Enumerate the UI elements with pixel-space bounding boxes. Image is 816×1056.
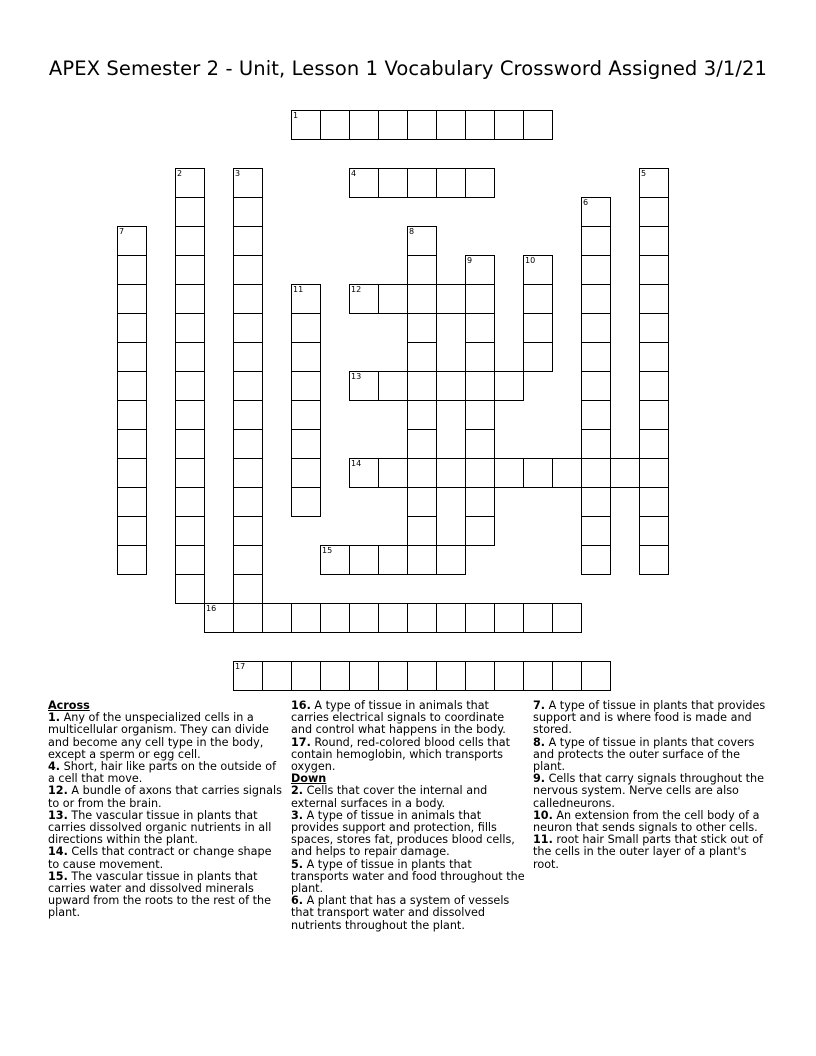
crossword-cell[interactable] [233, 516, 263, 546]
crossword-cell[interactable] [175, 342, 205, 372]
crossword-cell[interactable] [262, 661, 292, 691]
crossword-cell[interactable] [407, 342, 437, 372]
crossword-cell[interactable] [291, 110, 321, 140]
crossword-cell[interactable] [175, 371, 205, 401]
clue-item-text: A bundle of axons that carries signals to or from the brain. [48, 784, 282, 810]
clue-item [48, 810, 284, 847]
crossword-cell[interactable] [233, 603, 263, 633]
crossword-cell[interactable] [175, 197, 205, 227]
crossword-cell[interactable] [175, 284, 205, 314]
crossword-cell[interactable] [407, 226, 437, 256]
crossword-cell[interactable] [610, 458, 640, 488]
clues-column-3 [533, 700, 773, 871]
crossword-cell[interactable] [291, 400, 321, 430]
clue-number: 6 [583, 198, 589, 207]
crossword-cell[interactable] [465, 342, 495, 372]
crossword-cell[interactable] [436, 603, 466, 633]
crossword-cell[interactable] [378, 603, 408, 633]
crossword-cell[interactable] [291, 429, 321, 459]
crossword-cell[interactable] [349, 371, 379, 401]
clue-item-text: An extension from the cell body of a neuron that sends signals to other cells. [533, 808, 760, 835]
crossword-cell[interactable] [378, 110, 408, 140]
crossword-cell[interactable] [581, 255, 611, 285]
crossword-cell[interactable] [465, 458, 495, 488]
crossword-cell[interactable] [407, 313, 437, 343]
crossword-cell[interactable] [581, 661, 611, 691]
crossword-cell[interactable] [552, 458, 582, 488]
crossword-cell[interactable] [291, 284, 321, 314]
clue-item-number: 17. [291, 735, 311, 749]
crossword-cell[interactable] [233, 400, 263, 430]
crossword-cell[interactable] [407, 661, 437, 691]
crossword-cell[interactable] [175, 516, 205, 546]
crossword-cell[interactable] [639, 255, 669, 285]
crossword-cell[interactable] [639, 226, 669, 256]
crossword-cell[interactable] [407, 371, 437, 401]
crossword-cell[interactable] [639, 400, 669, 430]
crossword-cell[interactable] [233, 545, 263, 575]
clue-item-number: 16. [291, 699, 311, 712]
crossword-cell[interactable] [407, 255, 437, 285]
crossword-cell[interactable] [349, 545, 379, 575]
crossword-cell[interactable] [175, 168, 205, 198]
clue-item-number: 15. [48, 869, 68, 883]
crossword-cell[interactable] [320, 110, 350, 140]
crossword-cell[interactable] [175, 226, 205, 256]
crossword-cell[interactable] [175, 574, 205, 604]
crossword-cell[interactable] [581, 458, 611, 488]
crossword-cell[interactable] [320, 603, 350, 633]
clue-item-text: A type of tissue in plants that covers and protects the outer surface of the plant. [533, 735, 755, 774]
clue-item [533, 810, 773, 834]
clue-item-text: Cells that cover the internal and external surfaces in a body. [291, 784, 488, 810]
clue-item [48, 761, 284, 785]
crossword-cell[interactable] [436, 371, 466, 401]
crossword-cell[interactable] [233, 226, 263, 256]
crossword-cell[interactable] [233, 168, 263, 198]
crossword-cell[interactable] [117, 342, 147, 372]
crossword-cell[interactable] [523, 284, 553, 314]
crossword-cell[interactable] [378, 284, 408, 314]
crossword-cell[interactable] [291, 661, 321, 691]
crossword-cell[interactable] [581, 371, 611, 401]
crossword-cell[interactable] [349, 603, 379, 633]
crossword-cell[interactable] [175, 313, 205, 343]
crossword-cell[interactable] [291, 458, 321, 488]
crossword-cell[interactable] [175, 255, 205, 285]
crossword-cell[interactable] [436, 661, 466, 691]
crossword-cell[interactable] [523, 342, 553, 372]
crossword-cell[interactable] [407, 516, 437, 546]
crossword-cell[interactable] [378, 545, 408, 575]
crossword-cell[interactable] [378, 661, 408, 691]
crossword-cell[interactable] [175, 458, 205, 488]
crossword-cell[interactable] [465, 371, 495, 401]
crossword-cell[interactable] [639, 284, 669, 314]
page-title: APEX Semester 2 - Unit, Lesson 1 Vocabulary Crossword Assigned 3/1/21 [48, 57, 768, 80]
clue-item [291, 859, 527, 896]
crossword-cell[interactable] [465, 487, 495, 517]
crossword-cell[interactable] [552, 661, 582, 691]
crossword-cell[interactable] [291, 603, 321, 633]
crossword-cell[interactable] [494, 603, 524, 633]
crossword-cell[interactable] [552, 603, 582, 633]
clue-item-text: The vascular tissue in plants that carries dissolved organic nutrients in all directions within the plant. [48, 808, 272, 847]
crossword-cell[interactable] [233, 342, 263, 372]
crossword-cell[interactable] [407, 168, 437, 198]
clue-number: 5 [641, 169, 647, 178]
clue-item-number: 13. [48, 808, 68, 822]
crossword-cell[interactable] [639, 458, 669, 488]
clue-item-text: A type of tissue in plants that provides support and is where food is made and stored. [533, 699, 766, 737]
clue-number: 9 [467, 256, 473, 265]
clue-item-number: 9. [533, 772, 546, 786]
crossword-cell[interactable] [465, 284, 495, 314]
crossword-cell[interactable] [117, 371, 147, 401]
crossword-cell[interactable] [233, 574, 263, 604]
crossword-cell[interactable] [233, 197, 263, 227]
clue-item-text: root hair Small parts that stick out of the cells in the outer layer of a plant's root. [533, 833, 763, 871]
crossword-cell[interactable] [233, 487, 263, 517]
clue-item-text: A type of tissue in animals that provides support and protection, fills spaces, stores fat, produces blood cells, and helps to repair damage. [291, 808, 515, 859]
crossword-cell[interactable] [407, 284, 437, 314]
clue-item [48, 871, 284, 920]
crossword-cell[interactable] [117, 255, 147, 285]
crossword-cell[interactable] [117, 429, 147, 459]
crossword-cell[interactable] [494, 110, 524, 140]
crossword-cell[interactable] [581, 545, 611, 575]
crossword-cell[interactable] [639, 545, 669, 575]
crossword-cell[interactable] [349, 661, 379, 691]
crossword-cell[interactable] [117, 226, 147, 256]
crossword-cell[interactable] [581, 400, 611, 430]
crossword-cell[interactable] [494, 661, 524, 691]
clue-item [533, 834, 773, 871]
clue-number: 11 [293, 285, 304, 294]
clue-item-text: Round, red-colored blood cells that contain hemoglobin, which transports oxygen. [291, 735, 511, 774]
crossword-cell[interactable] [407, 400, 437, 430]
clue-item-text: A type of tissue in plants that transports water and food throughout the plant. [291, 857, 525, 896]
clue-item [533, 700, 773, 737]
clue-item [48, 785, 284, 809]
crossword-cell[interactable] [465, 255, 495, 285]
clue-item [291, 700, 527, 737]
crossword-cell[interactable] [175, 487, 205, 517]
crossword-cell[interactable] [233, 661, 263, 691]
clue-number: 14 [351, 459, 362, 468]
crossword-cell[interactable] [233, 284, 263, 314]
crossword-cell[interactable] [465, 661, 495, 691]
clue-item-number: 3. [291, 808, 304, 822]
crossword-cell[interactable] [581, 342, 611, 372]
crossword-cell[interactable] [523, 661, 553, 691]
crossword-cell[interactable] [581, 487, 611, 517]
crossword-cell[interactable] [407, 487, 437, 517]
crossword-cell[interactable] [233, 371, 263, 401]
crossword-cell[interactable] [639, 168, 669, 198]
clue-item-number: 14. [48, 845, 68, 859]
crossword-cell[interactable] [175, 400, 205, 430]
crossword-cell[interactable] [581, 284, 611, 314]
clue-number: 15 [322, 546, 333, 555]
crossword-cell[interactable] [581, 516, 611, 546]
crossword-cell[interactable] [320, 545, 350, 575]
crossword-cell[interactable] [639, 313, 669, 343]
crossword-cell[interactable] [378, 168, 408, 198]
crossword-cell[interactable] [465, 313, 495, 343]
crossword-cell[interactable] [291, 487, 321, 517]
crossword-cell[interactable] [581, 313, 611, 343]
crossword-cell[interactable] [465, 168, 495, 198]
clue-number: 13 [351, 372, 362, 381]
crossword-cell[interactable] [639, 342, 669, 372]
crossword-cell[interactable] [407, 429, 437, 459]
clue-item-text: Cells that carry signals throughout the nervous system. Nerve cells are also calledneurons. [533, 772, 765, 810]
crossword-cell[interactable] [523, 110, 553, 140]
crossword-cell[interactable] [175, 545, 205, 575]
crossword-cell[interactable] [407, 110, 437, 140]
clue-number: 2 [177, 169, 183, 178]
crossword-cell[interactable] [465, 429, 495, 459]
crossword-cell[interactable] [117, 284, 147, 314]
clue-number: 12 [351, 285, 362, 294]
clue-section-heading: Across [48, 699, 90, 712]
clue-item-text: Any of the unspecialized cells in a multicellular organism. They can divide and become any cell type in the body, except a sperm or egg cell. [48, 711, 269, 761]
crossword-cell[interactable] [291, 313, 321, 343]
crossword-cell[interactable] [262, 603, 292, 633]
clue-number: 1 [293, 111, 299, 120]
clue-number: 10 [525, 256, 536, 265]
crossword-cell[interactable] [349, 284, 379, 314]
crossword-cell[interactable] [204, 603, 234, 633]
clue-item [291, 810, 527, 859]
crossword-cell[interactable] [407, 545, 437, 575]
clue-item-text: A plant that has a system of vessels that transport water and dissolved nutrients throughout the plant. [291, 894, 510, 932]
crossword-cell[interactable] [465, 110, 495, 140]
clue-item-number: 5. [291, 857, 304, 871]
clue-item [291, 785, 527, 809]
crossword-cell[interactable] [581, 226, 611, 256]
crossword-cell[interactable] [523, 458, 553, 488]
clue-number: 3 [235, 169, 241, 178]
clue-item-text: Cells that contract or change shape to cause movement. [48, 845, 272, 871]
crossword-cell[interactable] [378, 458, 408, 488]
clue-item [533, 737, 773, 774]
crossword-cell[interactable] [436, 545, 466, 575]
crossword-cell[interactable] [639, 516, 669, 546]
clue-number: 7 [119, 227, 125, 236]
clue-number: 17 [235, 662, 246, 671]
crossword-cell[interactable] [233, 255, 263, 285]
crossword-cell[interactable] [436, 458, 466, 488]
clue-item [48, 712, 284, 761]
crossword-cell[interactable] [117, 458, 147, 488]
crossword-cell[interactable] [291, 371, 321, 401]
crossword-cell[interactable] [117, 545, 147, 575]
clue-item-number: 2. [291, 784, 304, 798]
clue-item-number: 10. [533, 808, 553, 822]
crossword-cell[interactable] [320, 661, 350, 691]
clue-item [291, 737, 527, 774]
crossword-cell[interactable] [117, 487, 147, 517]
crossword-cell[interactable] [581, 197, 611, 227]
crossword-cell[interactable] [639, 371, 669, 401]
crossword-cell[interactable] [291, 342, 321, 372]
crossword-cell[interactable] [349, 458, 379, 488]
crossword-cell[interactable] [523, 313, 553, 343]
crossword-cell[interactable] [494, 371, 524, 401]
clue-item-number: 7. [533, 699, 546, 712]
crossword-cell[interactable] [407, 458, 437, 488]
clue-item-text: Short, hair like parts on the outside of a cell that move. [48, 760, 277, 786]
crossword-cell[interactable] [117, 516, 147, 546]
clue-item-number: 1. [48, 711, 61, 725]
crossword-cell[interactable] [523, 603, 553, 633]
clue-item-number: 4. [48, 760, 61, 774]
clue-item-text: The vascular tissue in plants that carries water and dissolved minerals upward from the roots to the rest of the plant. [48, 869, 271, 920]
crossword-cell[interactable] [233, 313, 263, 343]
clue-item [291, 895, 527, 932]
clue-item-number: 6. [291, 894, 304, 908]
clue-item-number: 11. [533, 833, 553, 847]
crossword-cell[interactable] [407, 603, 437, 633]
crossword-cell[interactable] [233, 458, 263, 488]
crossword-cell[interactable] [465, 400, 495, 430]
crossword-cell[interactable] [378, 371, 408, 401]
crossword-cell[interactable] [639, 487, 669, 517]
clue-item-number: 8. [533, 735, 546, 749]
crossword-cell[interactable] [436, 168, 466, 198]
crossword-cell[interactable] [639, 197, 669, 227]
clues-column-2 [291, 700, 527, 932]
crossword-cell[interactable] [117, 313, 147, 343]
crossword-cell[interactable] [523, 255, 553, 285]
crossword-cell[interactable] [639, 429, 669, 459]
clue-number: 4 [351, 169, 357, 178]
clue-number: 16 [206, 604, 217, 613]
crossword-cell[interactable] [349, 168, 379, 198]
crossword-cell[interactable] [581, 429, 611, 459]
crossword-cell[interactable] [465, 603, 495, 633]
crossword-cell[interactable] [465, 516, 495, 546]
crossword-cell[interactable] [117, 400, 147, 430]
clue-item-number: 12. [48, 784, 68, 798]
crossword-cell[interactable] [175, 429, 205, 459]
clue-item [48, 846, 284, 870]
crossword-cell[interactable] [233, 429, 263, 459]
crossword-cell[interactable] [349, 110, 379, 140]
clue-number: 8 [409, 227, 415, 236]
clue-section-heading: Down [291, 772, 327, 786]
crossword-cell[interactable] [494, 458, 524, 488]
clues-column-1 [48, 700, 284, 920]
clue-item-text: A type of tissue in animals that carries electrical signals to coordinate and control what happens in the body. [291, 699, 506, 737]
crossword-cell[interactable] [436, 284, 466, 314]
clue-item [533, 773, 773, 810]
crossword-cell[interactable] [436, 110, 466, 140]
